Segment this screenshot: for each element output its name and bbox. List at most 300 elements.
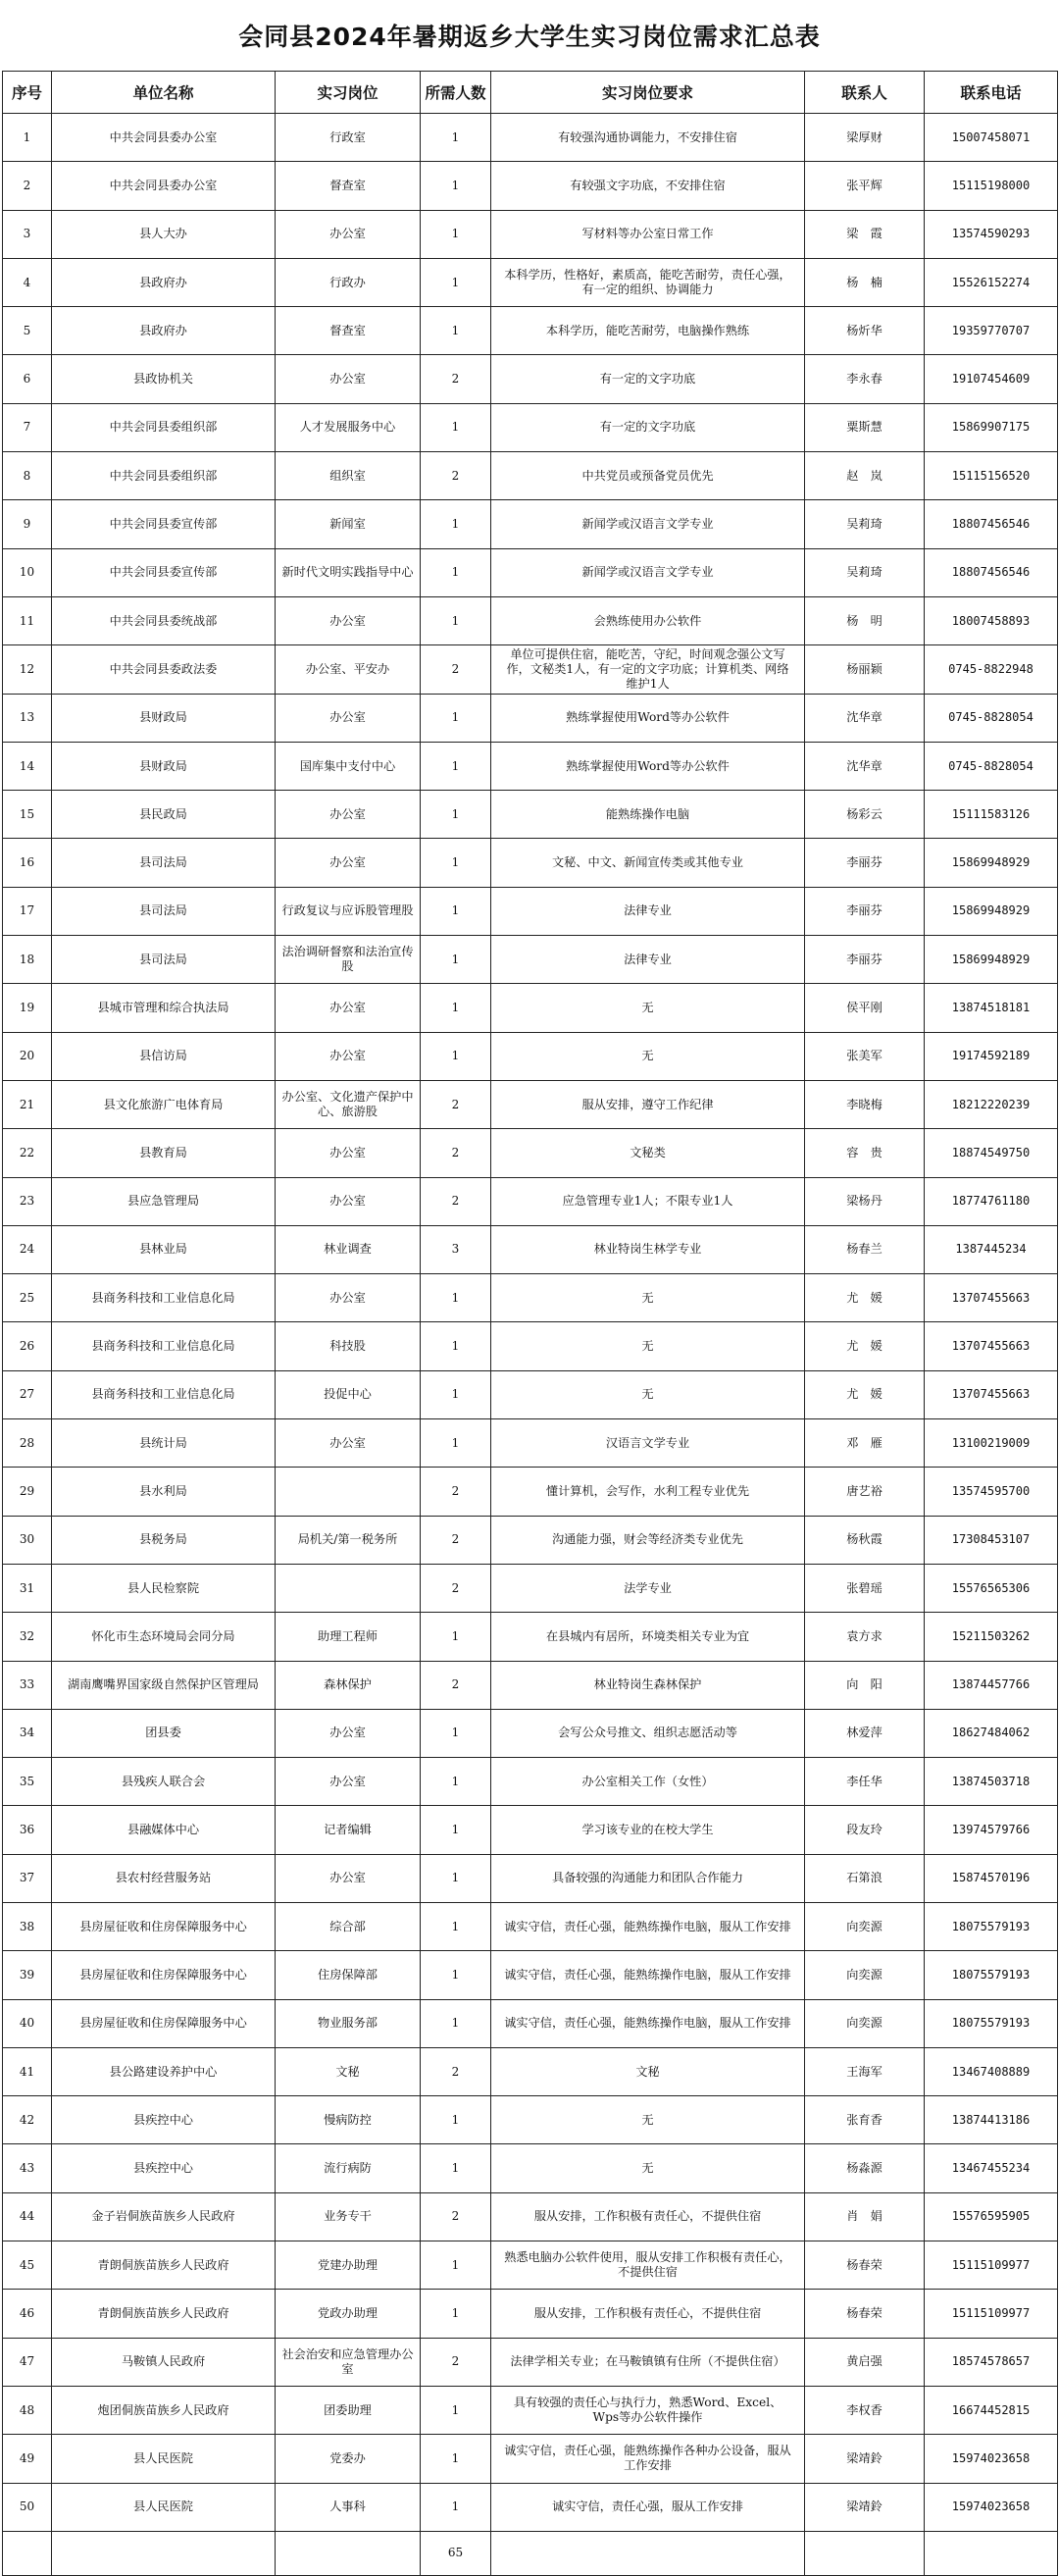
unit-name: 县民政局 [52,791,276,839]
unit-name: 县政府办 [52,258,276,306]
header-cell-index: 序号 [3,72,52,114]
position: 助理工程师 [276,1613,421,1661]
contact-phone: 13467455234 [925,2144,1058,2192]
position: 办公室 [276,839,421,887]
contact-person: 李永春 [805,355,925,403]
position: 办公室 [276,355,421,403]
position: 行政复议与应诉股管理股 [276,887,421,935]
contact-phone: 15115156520 [925,452,1058,500]
table-row [3,936,1058,984]
table-row [3,1032,1058,1080]
contact-person: 李丽芬 [805,887,925,935]
contact-person: 杨秋霞 [805,1516,925,1564]
unit-name: 县商务科技和工业信息化局 [52,1274,276,1322]
unit-name: 县人大办 [52,210,276,258]
internship-table [2,71,1058,2576]
position: 科技股 [276,1322,421,1370]
row-index: 28 [3,1419,52,1468]
contact-phone: 17308453107 [925,1516,1058,1564]
head-count: 2 [421,355,491,403]
contact-phone: 15869907175 [925,403,1058,451]
unit-name: 县残疾人联合会 [52,1758,276,1806]
head-count: 1 [421,1370,491,1418]
table-row [3,2483,1058,2531]
contact-person: 梁厚财 [805,114,925,162]
header-cell-contact: 联系人 [805,72,925,114]
head-count: 1 [421,936,491,984]
contact-person: 杨炘华 [805,307,925,355]
head-count: 1 [421,2386,491,2434]
position [276,1564,421,1612]
head-count: 1 [421,839,491,887]
table-row [3,2435,1058,2483]
contact-person: 尤 媛 [805,1322,925,1370]
head-count: 1 [421,791,491,839]
table-row [3,2338,1058,2386]
requirement: 无 [491,1274,805,1322]
row-index: 2 [3,162,52,210]
head-count: 1 [421,1854,491,1902]
contact-person: 赵 岚 [805,452,925,500]
contact-phone: 0745-8828054 [925,742,1058,790]
total-cell-empty [491,2531,805,2575]
header-cell-unit: 单位名称 [52,72,276,114]
table-row [3,1419,1058,1468]
table-row [3,645,1058,694]
table-row [3,2290,1058,2338]
position: 国库集中支付中心 [276,742,421,790]
contact-person: 向 阳 [805,1661,925,1709]
head-count: 2 [421,1564,491,1612]
position: 局机关/第一税务所 [276,1516,421,1564]
row-index: 44 [3,2192,52,2241]
row-index: 11 [3,596,52,644]
table-row [3,1854,1058,1902]
contact-person: 梁靖鈴 [805,2435,925,2483]
unit-name: 县司法局 [52,887,276,935]
head-count: 1 [421,1032,491,1080]
table-row [3,2241,1058,2290]
unit-name: 县司法局 [52,839,276,887]
contact-phone: 16674452815 [925,2386,1058,2434]
row-index: 14 [3,742,52,790]
requirement: 文秘 [491,2047,805,2095]
requirement: 诚实守信，责任心强，能熟练操作电脑，服从工作安排 [491,1999,805,2047]
total-count: 65 [421,2531,491,2575]
contact-phone: 18574578657 [925,2338,1058,2386]
requirement: 法律学相关专业；在马鞍镇镇有住所（不提供住宿） [491,2338,805,2386]
requirement: 文秘、中文、新闻宣传类或其他专业 [491,839,805,887]
head-count: 2 [421,1661,491,1709]
contact-phone: 18075579193 [925,1902,1058,1950]
row-index: 21 [3,1080,52,1128]
requirement: 新闻学或汉语言文学专业 [491,548,805,596]
contact-phone: 15576595905 [925,2192,1058,2241]
contact-person: 容 贵 [805,1129,925,1177]
row-index: 37 [3,1854,52,1902]
row-index: 13 [3,694,52,742]
row-index: 27 [3,1370,52,1418]
row-index: 46 [3,2290,52,2338]
contact-person: 向奕源 [805,1902,925,1950]
contact-person: 杨彩云 [805,791,925,839]
requirement: 无 [491,1322,805,1370]
contact-phone: 13574590293 [925,210,1058,258]
table-row [3,1370,1058,1418]
unit-name: 中共会同县委办公室 [52,114,276,162]
contact-phone: 18007458893 [925,596,1058,644]
head-count: 2 [421,452,491,500]
requirement: 无 [491,1032,805,1080]
row-index: 49 [3,2435,52,2483]
row-index: 7 [3,403,52,451]
table-row [3,2192,1058,2241]
unit-name: 金子岩侗族苗族乡人民政府 [52,2192,276,2241]
requirement: 会写公众号推文、组织志愿活动等 [491,1709,805,1757]
unit-name: 县税务局 [52,1516,276,1564]
head-count: 2 [421,1080,491,1128]
requirement: 具备较强的沟通能力和团队合作能力 [491,1854,805,1902]
header-cell-count: 所需人数 [421,72,491,114]
row-index: 8 [3,452,52,500]
position: 文秘 [276,2047,421,2095]
contact-phone: 13707455663 [925,1274,1058,1322]
unit-name: 县政府办 [52,307,276,355]
contact-person: 李晓梅 [805,1080,925,1128]
table-row [3,1999,1058,2047]
contact-phone: 13874503718 [925,1758,1058,1806]
unit-name: 青朗侗族苗族乡人民政府 [52,2290,276,2338]
contact-person: 张美军 [805,1032,925,1080]
unit-name: 县林业局 [52,1225,276,1273]
unit-name: 中共会同县委宣传部 [52,500,276,548]
contact-phone: 15115109977 [925,2290,1058,2338]
requirement: 具有较强的责任心与执行力，熟悉Word、Excel、Wps等办公软件操作 [491,2386,805,2434]
contact-person: 袁方求 [805,1613,925,1661]
requirement: 沟通能力强，财会等经济类专业优先 [491,1516,805,1564]
unit-name: 县公路建设养护中心 [52,2047,276,2095]
requirement: 本科学历，能吃苦耐劳，电脑操作熟练 [491,307,805,355]
contact-phone: 13707455663 [925,1370,1058,1418]
row-index: 30 [3,1516,52,1564]
requirement: 诚实守信，责任心强，能熟练操作电脑，服从工作安排 [491,1902,805,1950]
position: 物业服务部 [276,1999,421,2047]
position: 人事科 [276,2483,421,2531]
head-count: 1 [421,258,491,306]
row-index: 20 [3,1032,52,1080]
table-row [3,694,1058,742]
requirement: 诚实守信，责任心强，服从工作安排 [491,2483,805,2531]
head-count: 1 [421,1902,491,1950]
contact-person: 肖 娟 [805,2192,925,2241]
total-row [3,2531,1058,2575]
requirement: 熟练掌握使用Word等办公软件 [491,694,805,742]
contact-phone: 13874518181 [925,984,1058,1032]
contact-person: 杨春荣 [805,2241,925,2290]
contact-phone: 18874549750 [925,1129,1058,1177]
unit-name: 县应急管理局 [52,1177,276,1225]
table-row [3,548,1058,596]
header-cell-position: 实习岗位 [276,72,421,114]
contact-person: 杨春兰 [805,1225,925,1273]
position: 人才发展服务中心 [276,403,421,451]
head-count: 1 [421,694,491,742]
requirement: 有较强文字功底，不安排住宿 [491,162,805,210]
contact-person: 杨春荣 [805,2290,925,2338]
table-row [3,1613,1058,1661]
row-index: 45 [3,2241,52,2290]
table-row [3,1322,1058,1370]
contact-person: 杨丽颖 [805,645,925,694]
position: 党委办 [276,2435,421,2483]
contact-phone: 13974579766 [925,1806,1058,1854]
position: 流行病防 [276,2144,421,2192]
head-count: 1 [421,984,491,1032]
contact-person: 杨 楠 [805,258,925,306]
total-cell-empty [52,2531,276,2575]
row-index: 23 [3,1177,52,1225]
contact-person: 林爱萍 [805,1709,925,1757]
requirement: 单位可提供住宿，能吃苦，守纪，时间观念强公文写作，文秘类1人，有一定的文字功底；计算机类、网络维护1人 [491,645,805,694]
contact-person: 张育香 [805,2096,925,2144]
head-count: 1 [421,403,491,451]
header-row [3,72,1058,114]
position: 慢病防控 [276,2096,421,2144]
contact-phone: 18075579193 [925,1999,1058,2047]
requirement: 无 [491,1370,805,1418]
row-index: 19 [3,984,52,1032]
table-row [3,1709,1058,1757]
table-row [3,1129,1058,1177]
table-row [3,1080,1058,1128]
table-row [3,2096,1058,2144]
requirement: 诚实守信，责任心强，能熟练操作各种办公设备，服从工作安排 [491,2435,805,2483]
document-title: 会同县2024年暑期返乡大学生实习岗位需求汇总表 [238,23,821,51]
unit-name: 县融媒体中心 [52,1806,276,1854]
contact-phone: 18774761180 [925,1177,1058,1225]
table-row [3,258,1058,306]
requirement: 服从安排，遵守工作纪律 [491,1080,805,1128]
contact-phone: 1387445234 [925,1225,1058,1273]
position: 综合部 [276,1902,421,1950]
contact-phone: 15111583126 [925,791,1058,839]
unit-name: 县统计局 [52,1419,276,1468]
table-body [3,114,1058,2532]
contact-phone: 19107454609 [925,355,1058,403]
requirement: 汉语言文学专业 [491,1419,805,1468]
contact-person: 张碧瑶 [805,1564,925,1612]
contact-person: 李权香 [805,2386,925,2434]
position: 办公室 [276,1129,421,1177]
table-row [3,1177,1058,1225]
requirement: 办公室相关工作（女性） [491,1758,805,1806]
total-cell-empty [276,2531,421,2575]
contact-phone: 15974023658 [925,2483,1058,2531]
table-row [3,1564,1058,1612]
position: 办公室 [276,791,421,839]
contact-person: 吴莉琦 [805,548,925,596]
unit-name: 中共会同县委组织部 [52,452,276,500]
position: 办公室 [276,984,421,1032]
position: 记者编辑 [276,1806,421,1854]
row-index: 41 [3,2047,52,2095]
head-count: 1 [421,742,491,790]
table-row [3,1951,1058,1999]
contact-phone: 19359770707 [925,307,1058,355]
contact-phone: 15115109977 [925,2241,1058,2290]
head-count: 1 [421,210,491,258]
head-count: 2 [421,2192,491,2241]
requirement: 法学专业 [491,1564,805,1612]
requirement: 在县城内有居所，环境类相关专业为宜 [491,1613,805,1661]
contact-phone: 15115198000 [925,162,1058,210]
unit-name: 县财政局 [52,742,276,790]
position: 办公室、平安办 [276,645,421,694]
row-index: 3 [3,210,52,258]
requirement: 林业特岗生林学专业 [491,1225,805,1273]
row-index: 1 [3,114,52,162]
row-index: 26 [3,1322,52,1370]
unit-name: 县疾控中心 [52,2144,276,2192]
row-index: 39 [3,1951,52,1999]
unit-name: 县水利局 [52,1468,276,1516]
requirement: 学习该专业的在校大学生 [491,1806,805,1854]
unit-name: 县教育局 [52,1129,276,1177]
contact-phone: 18212220239 [925,1080,1058,1128]
contact-person: 向奕源 [805,1999,925,2047]
contact-phone: 18807456546 [925,500,1058,548]
head-count: 1 [421,548,491,596]
unit-name: 炮团侗族苗族乡人民政府 [52,2386,276,2434]
contact-person: 王海军 [805,2047,925,2095]
contact-phone: 0745-8828054 [925,694,1058,742]
head-count: 1 [421,1419,491,1468]
unit-name: 县疾控中心 [52,2096,276,2144]
position: 办公室 [276,1419,421,1468]
table-row [3,1516,1058,1564]
table-row [3,2144,1058,2192]
contact-phone: 15974023658 [925,2435,1058,2483]
table-row [3,452,1058,500]
unit-name: 县财政局 [52,694,276,742]
row-index: 15 [3,791,52,839]
requirement: 服从安排，工作积极有责任心，不提供住宿 [491,2192,805,2241]
contact-person: 张平辉 [805,162,925,210]
row-index: 18 [3,936,52,984]
contact-person: 李丽芬 [805,936,925,984]
unit-name: 青朗侗族苗族乡人民政府 [52,2241,276,2290]
position: 投促中心 [276,1370,421,1418]
row-index: 35 [3,1758,52,1806]
row-index: 17 [3,887,52,935]
table-row [3,1806,1058,1854]
table-row [3,307,1058,355]
head-count: 2 [421,1468,491,1516]
table-row [3,162,1058,210]
contact-phone: 15007458071 [925,114,1058,162]
row-index: 5 [3,307,52,355]
head-count: 1 [421,1951,491,1999]
contact-phone: 18075579193 [925,1951,1058,1999]
unit-name: 中共会同县委宣传部 [52,548,276,596]
contact-person: 尤 媛 [805,1370,925,1418]
position: 森林保护 [276,1661,421,1709]
position: 林业调查 [276,1225,421,1273]
contact-person: 李丽芬 [805,839,925,887]
row-index: 40 [3,1999,52,2047]
contact-person: 尤 媛 [805,1274,925,1322]
unit-name: 县信访局 [52,1032,276,1080]
position: 办公室 [276,1032,421,1080]
table-row [3,1225,1058,1273]
contact-phone: 13574595700 [925,1468,1058,1516]
requirement: 有一定的文字功底 [491,403,805,451]
row-index: 33 [3,1661,52,1709]
unit-name: 县政协机关 [52,355,276,403]
requirement: 无 [491,2096,805,2144]
row-index: 34 [3,1709,52,1757]
row-index: 29 [3,1468,52,1516]
requirement: 新闻学或汉语言文学专业 [491,500,805,548]
position: 办公室 [276,1177,421,1225]
requirement: 能熟练操作电脑 [491,791,805,839]
table-row [3,2047,1058,2095]
unit-name: 县文化旅游广电体育局 [52,1080,276,1128]
position: 新闻室 [276,500,421,548]
requirement: 文秘类 [491,1129,805,1177]
contact-person: 沈华章 [805,742,925,790]
row-index: 47 [3,2338,52,2386]
row-index: 32 [3,1613,52,1661]
row-index: 25 [3,1274,52,1322]
requirement: 法律专业 [491,887,805,935]
unit-name: 县人民检察院 [52,1564,276,1612]
unit-name: 县房屋征收和住房保障服务中心 [52,1902,276,1950]
requirement: 无 [491,2144,805,2192]
position: 办公室 [276,596,421,644]
position: 行政办 [276,258,421,306]
position: 办公室 [276,1854,421,1902]
requirement: 熟练掌握使用Word等办公软件 [491,742,805,790]
table-row [3,1661,1058,1709]
contact-phone: 13874457766 [925,1661,1058,1709]
position: 办公室 [276,1758,421,1806]
unit-name: 县房屋征收和住房保障服务中心 [52,1951,276,1999]
row-index: 16 [3,839,52,887]
row-index: 31 [3,1564,52,1612]
position: 办公室 [276,210,421,258]
head-count: 2 [421,645,491,694]
row-index: 10 [3,548,52,596]
head-count: 1 [421,307,491,355]
head-count: 1 [421,1758,491,1806]
position: 办公室 [276,1709,421,1757]
position: 办公室、文化遗产保护中心、旅游股 [276,1080,421,1128]
contact-person: 梁杨丹 [805,1177,925,1225]
contact-phone: 18807456546 [925,548,1058,596]
contact-person: 梁靖鈴 [805,2483,925,2531]
unit-name: 县人民医院 [52,2483,276,2531]
unit-name: 怀化市生态环境局会同分局 [52,1613,276,1661]
requirement: 有一定的文字功底 [491,355,805,403]
table-row [3,887,1058,935]
unit-name: 县人民医院 [52,2435,276,2483]
position: 法治调研督察和法治宣传股 [276,936,421,984]
position [276,1468,421,1516]
head-count: 2 [421,1516,491,1564]
table-row [3,791,1058,839]
requirement: 本科学历，性格好，素质高，能吃苦耐劳，责任心强，有一定的组织、协调能力 [491,258,805,306]
